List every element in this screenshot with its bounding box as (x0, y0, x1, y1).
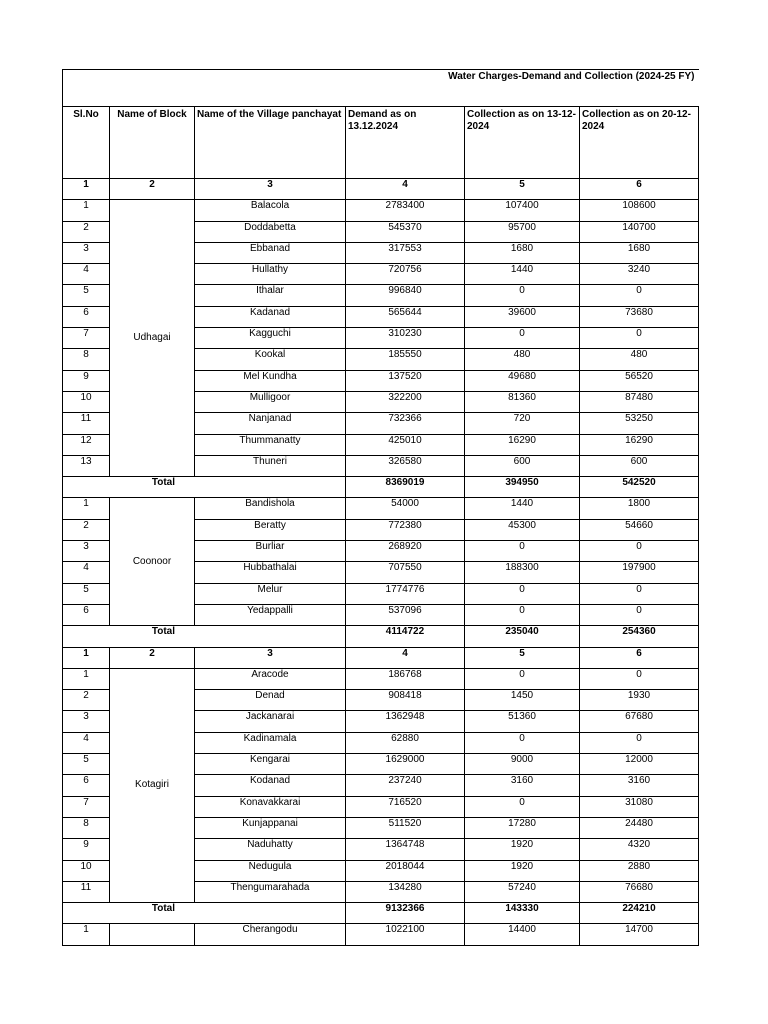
block-name-cell (110, 924, 195, 945)
village-name-cell: Mulligoor (195, 391, 346, 412)
column-number: 1 (63, 647, 110, 668)
collection-13-cell: 0 (465, 285, 580, 306)
sl-no-cell: 5 (63, 583, 110, 604)
total-label: Total (63, 903, 346, 924)
collection-20-cell: 108600 (580, 200, 699, 221)
sl-no-cell: 4 (63, 732, 110, 753)
collection-13-cell: 0 (465, 796, 580, 817)
collection-20-cell: 87480 (580, 391, 699, 412)
demand-cell: 720756 (346, 264, 465, 285)
collection-13-cell: 1680 (465, 242, 580, 263)
column-number: 6 (580, 179, 699, 200)
demand-cell: 1774776 (346, 583, 465, 604)
demand-cell: 326580 (346, 455, 465, 476)
block-name-cell: Coonoor (110, 498, 195, 626)
demand-cell: 62880 (346, 732, 465, 753)
collection-20-cell: 14700 (580, 924, 699, 945)
sl-no-cell: 6 (63, 306, 110, 327)
village-name-cell: Jackanarai (195, 711, 346, 732)
collection-20-cell: 0 (580, 604, 699, 625)
total-value-cell: 4114722 (346, 626, 465, 647)
collection-20-cell: 31080 (580, 796, 699, 817)
village-name-cell: Kookal (195, 349, 346, 370)
total-row (63, 903, 699, 924)
sl-no-cell: 7 (63, 328, 110, 349)
water-charges-sheet (62, 69, 698, 946)
village-name-cell: Burliar (195, 541, 346, 562)
demand-cell: 54000 (346, 498, 465, 519)
collection-20-cell: 53250 (580, 413, 699, 434)
collection-13-cell: 81360 (465, 391, 580, 412)
village-name-cell: Aracode (195, 668, 346, 689)
collection-20-cell: 140700 (580, 221, 699, 242)
village-name-cell: Yedappalli (195, 604, 346, 625)
demand-cell: 185550 (346, 349, 465, 370)
column-number: 2 (110, 179, 195, 200)
sl-no-cell: 1 (63, 498, 110, 519)
collection-20-cell: 0 (580, 541, 699, 562)
demand-cell: 317553 (346, 242, 465, 263)
collection-20-cell: 16290 (580, 434, 699, 455)
total-value-cell: 224210 (580, 903, 699, 924)
collection-13-cell: 3160 (465, 775, 580, 796)
table-row (63, 498, 699, 519)
collection-13-cell: 0 (465, 604, 580, 625)
total-value-cell: 143330 (465, 903, 580, 924)
sl-no-cell: 6 (63, 775, 110, 796)
total-row (63, 477, 699, 498)
sheet-title: Water Charges-Demand and Collection (2024-25 FY) (63, 70, 699, 107)
collection-20-cell: 12000 (580, 754, 699, 775)
column-number: 2 (110, 647, 195, 668)
demand-cell: 1022100 (346, 924, 465, 945)
collection-13-cell: 1440 (465, 498, 580, 519)
collection-13-cell: 600 (465, 455, 580, 476)
sl-no-cell: 9 (63, 839, 110, 860)
village-name-cell: Balacola (195, 200, 346, 221)
village-name-cell: Thengumarahada (195, 881, 346, 902)
collection-13-cell: 480 (465, 349, 580, 370)
sl-no-cell: 2 (63, 690, 110, 711)
column-number-row (63, 647, 699, 668)
village-name-cell: Kodanad (195, 775, 346, 796)
village-name-cell: Thummanatty (195, 434, 346, 455)
sl-no-cell: 2 (63, 221, 110, 242)
header-sl-no: Sl.No (63, 107, 110, 179)
demand-cell: 237240 (346, 775, 465, 796)
total-value-cell: 542520 (580, 477, 699, 498)
demand-cell: 268920 (346, 541, 465, 562)
village-name-cell: Hubbathalai (195, 562, 346, 583)
total-value-cell: 8369019 (346, 477, 465, 498)
sl-no-cell: 10 (63, 391, 110, 412)
village-name-cell: Naduhatty (195, 839, 346, 860)
collection-13-cell: 0 (465, 668, 580, 689)
header-village: Name of the Village panchayat (195, 107, 346, 179)
sl-no-cell: 1 (63, 924, 110, 945)
demand-cell: 908418 (346, 690, 465, 711)
demand-collection-table (62, 69, 699, 946)
sl-no-cell: 3 (63, 541, 110, 562)
sl-no-cell: 8 (63, 817, 110, 838)
collection-20-cell: 4320 (580, 839, 699, 860)
total-label: Total (63, 477, 346, 498)
sl-no-cell: 10 (63, 860, 110, 881)
village-name-cell: Mel Kundha (195, 370, 346, 391)
title-row (63, 70, 699, 107)
collection-13-cell: 57240 (465, 881, 580, 902)
sl-no-cell: 5 (63, 754, 110, 775)
collection-20-cell: 1930 (580, 690, 699, 711)
collection-20-cell: 56520 (580, 370, 699, 391)
village-name-cell: Kadinamala (195, 732, 346, 753)
collection-13-cell: 1920 (465, 860, 580, 881)
column-number: 6 (580, 647, 699, 668)
total-value-cell: 235040 (465, 626, 580, 647)
column-number: 5 (465, 647, 580, 668)
collection-13-cell: 107400 (465, 200, 580, 221)
demand-cell: 1629000 (346, 754, 465, 775)
table-row (63, 924, 699, 945)
sl-no-cell: 11 (63, 413, 110, 434)
table-row (63, 200, 699, 221)
sl-no-cell: 6 (63, 604, 110, 625)
collection-20-cell: 0 (580, 583, 699, 604)
demand-cell: 772380 (346, 519, 465, 540)
demand-cell: 2783400 (346, 200, 465, 221)
collection-20-cell: 0 (580, 732, 699, 753)
total-row (63, 626, 699, 647)
collection-13-cell: 0 (465, 583, 580, 604)
collection-20-cell: 76680 (580, 881, 699, 902)
village-name-cell: Cherangodu (195, 924, 346, 945)
village-name-cell: Konavakkarai (195, 796, 346, 817)
collection-20-cell: 1680 (580, 242, 699, 263)
village-name-cell: Melur (195, 583, 346, 604)
collection-13-cell: 17280 (465, 817, 580, 838)
total-label: Total (63, 626, 346, 647)
sl-no-cell: 7 (63, 796, 110, 817)
village-name-cell: Thuneri (195, 455, 346, 476)
demand-cell: 2018044 (346, 860, 465, 881)
demand-cell: 322200 (346, 391, 465, 412)
collection-20-cell: 0 (580, 328, 699, 349)
village-name-cell: Kengarai (195, 754, 346, 775)
village-name-cell: Ithalar (195, 285, 346, 306)
sl-no-cell: 9 (63, 370, 110, 391)
demand-cell: 511520 (346, 817, 465, 838)
demand-cell: 1362948 (346, 711, 465, 732)
collection-13-cell: 1440 (465, 264, 580, 285)
demand-cell: 1364748 (346, 839, 465, 860)
collection-13-cell: 188300 (465, 562, 580, 583)
village-name-cell: Bandishola (195, 498, 346, 519)
sl-no-cell: 8 (63, 349, 110, 370)
sl-no-cell: 3 (63, 711, 110, 732)
collection-13-cell: 9000 (465, 754, 580, 775)
collection-20-cell: 1800 (580, 498, 699, 519)
village-name-cell: Beratty (195, 519, 346, 540)
column-number: 4 (346, 179, 465, 200)
collection-20-cell: 3240 (580, 264, 699, 285)
header-collection-13: Collection as on 13-12-2024 (465, 107, 580, 179)
collection-20-cell: 480 (580, 349, 699, 370)
sl-no-cell: 4 (63, 562, 110, 583)
demand-cell: 137520 (346, 370, 465, 391)
sl-no-cell: 1 (63, 668, 110, 689)
demand-cell: 134280 (346, 881, 465, 902)
block-name-cell: Kotagiri (110, 668, 195, 902)
demand-cell: 996840 (346, 285, 465, 306)
collection-20-cell: 0 (580, 668, 699, 689)
village-name-cell: Kunjappanai (195, 817, 346, 838)
collection-20-cell: 600 (580, 455, 699, 476)
sl-no-cell: 11 (63, 881, 110, 902)
column-number: 4 (346, 647, 465, 668)
sl-no-cell: 3 (63, 242, 110, 263)
demand-cell: 716520 (346, 796, 465, 817)
column-number: 1 (63, 179, 110, 200)
collection-20-cell: 67680 (580, 711, 699, 732)
header-collection-20: Collection as on 20-12-2024 (580, 107, 699, 179)
demand-cell: 565644 (346, 306, 465, 327)
collection-13-cell: 16290 (465, 434, 580, 455)
total-value-cell: 9132366 (346, 903, 465, 924)
collection-13-cell: 0 (465, 541, 580, 562)
collection-13-cell: 39600 (465, 306, 580, 327)
table-row (63, 668, 699, 689)
total-value-cell: 394950 (465, 477, 580, 498)
sl-no-cell: 1 (63, 200, 110, 221)
collection-13-cell: 49680 (465, 370, 580, 391)
demand-cell: 732366 (346, 413, 465, 434)
total-value-cell: 254360 (580, 626, 699, 647)
village-name-cell: Denad (195, 690, 346, 711)
village-name-cell: Ebbanad (195, 242, 346, 263)
collection-13-cell: 720 (465, 413, 580, 434)
header-row (63, 107, 699, 179)
block-name-cell: Udhagai (110, 200, 195, 477)
collection-20-cell: 54660 (580, 519, 699, 540)
village-name-cell: Doddabetta (195, 221, 346, 242)
demand-cell: 425010 (346, 434, 465, 455)
header-block: Name of Block (110, 107, 195, 179)
collection-13-cell: 95700 (465, 221, 580, 242)
column-number: 5 (465, 179, 580, 200)
village-name-cell: Hullathy (195, 264, 346, 285)
collection-13-cell: 14400 (465, 924, 580, 945)
demand-cell: 310230 (346, 328, 465, 349)
column-number: 3 (195, 647, 346, 668)
collection-13-cell: 51360 (465, 711, 580, 732)
header-demand: Demand as on 13.12.2024 (346, 107, 465, 179)
collection-13-cell: 45300 (465, 519, 580, 540)
sl-no-cell: 2 (63, 519, 110, 540)
collection-13-cell: 0 (465, 328, 580, 349)
collection-20-cell: 197900 (580, 562, 699, 583)
collection-20-cell: 3160 (580, 775, 699, 796)
sl-no-cell: 4 (63, 264, 110, 285)
village-name-cell: Nedugula (195, 860, 346, 881)
sl-no-cell: 5 (63, 285, 110, 306)
collection-13-cell: 1920 (465, 839, 580, 860)
demand-cell: 707550 (346, 562, 465, 583)
village-name-cell: Kagguchi (195, 328, 346, 349)
demand-cell: 545370 (346, 221, 465, 242)
collection-20-cell: 0 (580, 285, 699, 306)
collection-20-cell: 73680 (580, 306, 699, 327)
collection-13-cell: 1450 (465, 690, 580, 711)
demand-cell: 186768 (346, 668, 465, 689)
sl-no-cell: 13 (63, 455, 110, 476)
village-name-cell: Kadanad (195, 306, 346, 327)
column-number: 3 (195, 179, 346, 200)
collection-13-cell: 0 (465, 732, 580, 753)
village-name-cell: Nanjanad (195, 413, 346, 434)
demand-cell: 537096 (346, 604, 465, 625)
column-number-row (63, 179, 699, 200)
sl-no-cell: 12 (63, 434, 110, 455)
collection-20-cell: 24480 (580, 817, 699, 838)
collection-20-cell: 2880 (580, 860, 699, 881)
